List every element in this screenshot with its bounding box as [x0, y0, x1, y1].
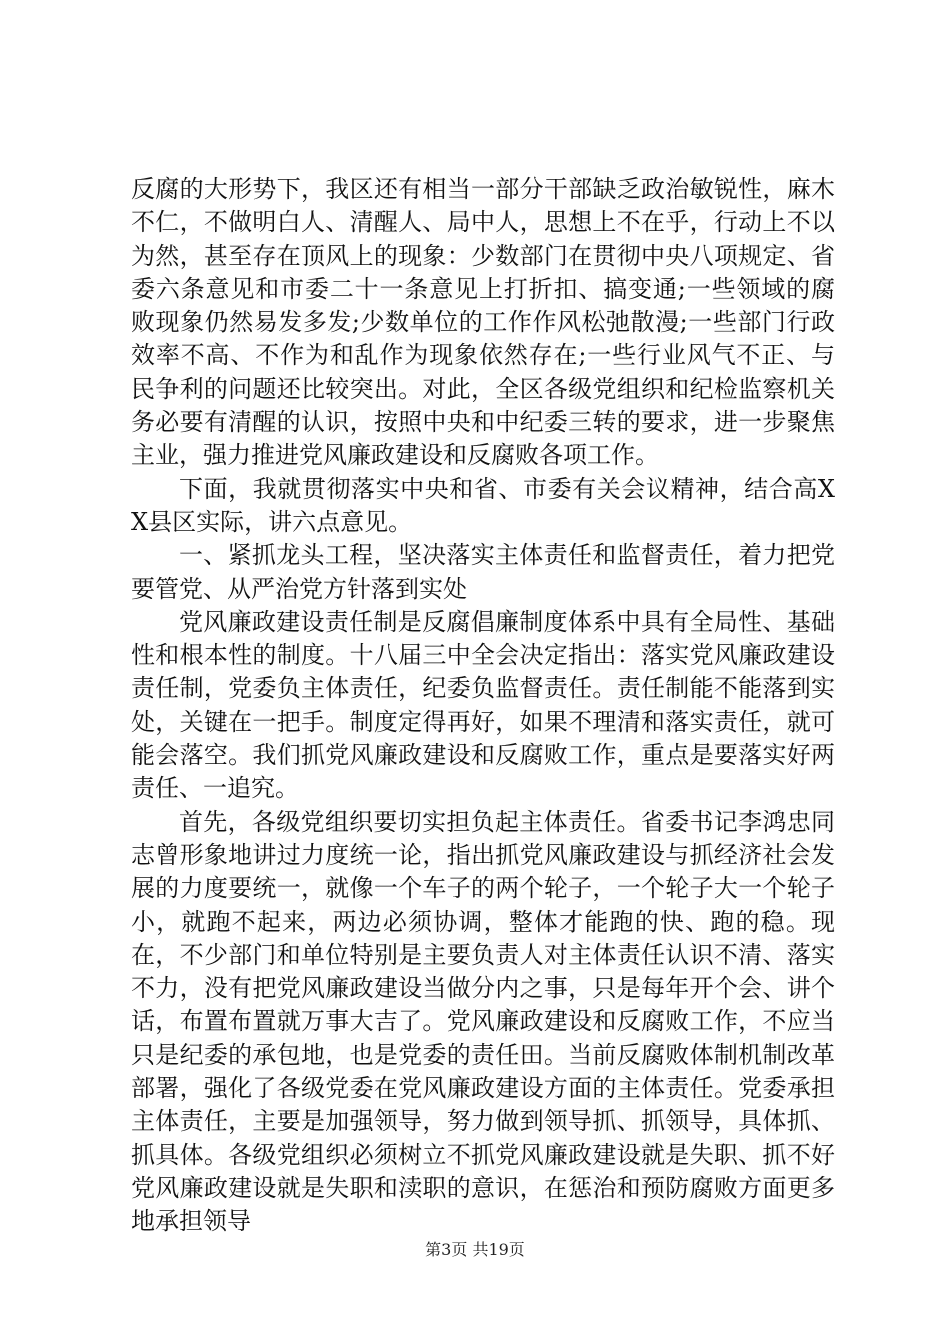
section-heading-1: 一、紧抓龙头工程，坚决落实主体责任和监督责任，着力把党要管党、从严治党方针落到实处: [131, 541, 835, 603]
paragraph-5: 首先，各级党组织要切实担负起主体责任。省委书记李鸿忠同志曾形象地讲过力度统一论，指出抓党风廉政建设与抓经济社会发展的力度要统一，就像一个车子的两个轮子，一个轮子大一个轮子小，就跑不起来，两边必须协调，整体才能跑的快、跑的稳。现在，不少部门和单位特别是主要负责人对主体责任认识不清、落实不力，没有把党风廉政建设当做分内之事，只是每年开个会、讲个话，布置布置就万事大吉了。党风廉政建设和反腐败工作，不应当只是纪委的承包地，也是党委的责任田。当前反腐败体制机制改革部署，强化了各级党委在党风廉政建设方面的主体责任。党委承担主体责任，主要是加强领导，努力做到领导抓、抓领导，具体抓、抓具体。各级党组织必须树立不抓党风廉政建设就是失职、抓不好党风廉政建设就是失职和渎职的意识，在惩治和预防腐败方面更多地承担领导: [131, 807, 835, 1236]
document-body: [131, 173, 835, 1239]
paragraph-2: 下面，我就贯彻落实中央和省、市委有关会议精神，结合高XX县区实际，讲六点意见。: [131, 474, 835, 536]
paragraph-1: 反腐的大形势下，我区还有相当一部分干部缺乏政治敏锐性，麻木不仁，不做明白人、清醒人、局中人，思想上不在乎，行动上不以为然，甚至存在顶风上的现象：少数部门在贯彻中央八项规定、省委六条意见和市委二十一条意见上打折扣、搞变通;一些领域的腐败现象仍然易发多发;少数单位的工作作风松弛散漫;一些部门行政效率不高、不作为和乱作为现象依然存在;一些行业风气不正、与民争利的问题还比较突出。对此，全区各级党组织和纪检监察机关务必要有清醒的认识，按照中央和中纪委三转的要求，进一步聚焦主业，强力推进党风廉政建设和反腐败各项工作。: [131, 175, 835, 470]
paragraph-4: 党风廉政建设责任制是反腐倡廉制度体系中具有全局性、基础性和根本性的制度。十八届三中全会决定指出：落实党风廉政建设责任制，党委负主体责任，纪委负监督责任。责任制能不能落到实处，关键在一把手。制度定得再好，如果不理清和落实责任，就可能会落空。我们抓党风廉政建设和反腐败工作，重点是要落实好两责任、一追究。: [131, 607, 835, 803]
page-footer: 第3页 共19页: [425, 1240, 525, 1259]
